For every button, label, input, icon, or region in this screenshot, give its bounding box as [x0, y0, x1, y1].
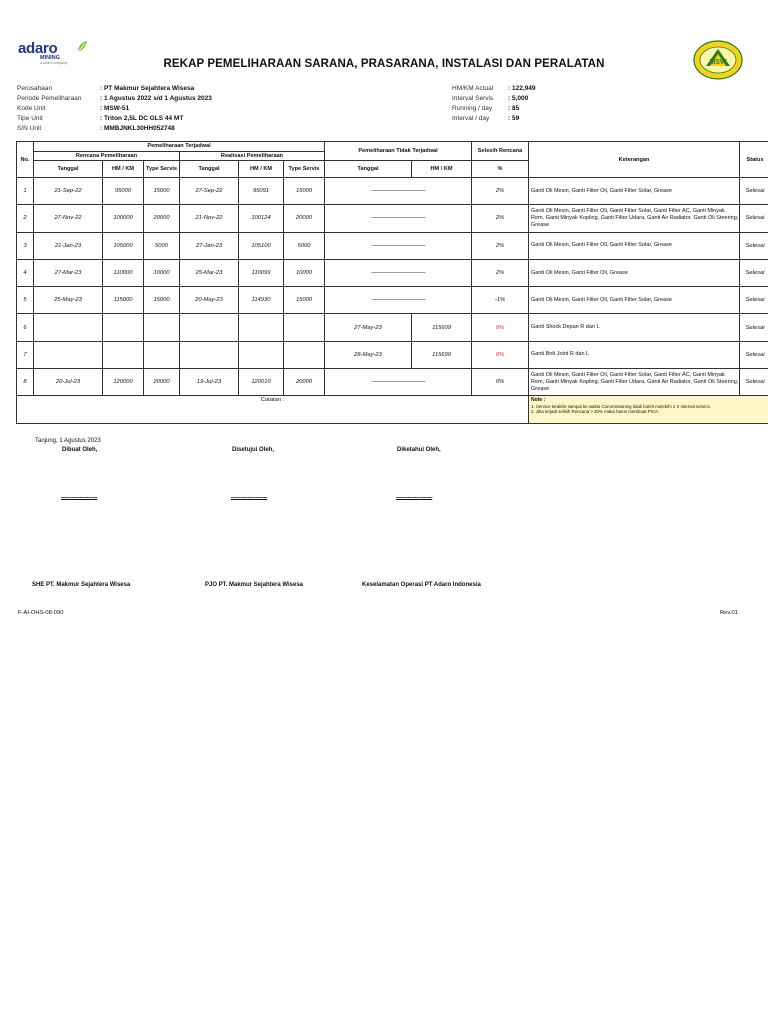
status-text: Selesai [740, 232, 768, 259]
unscheduled-hm: 115609 [412, 314, 472, 341]
row-no: 5 [17, 287, 34, 314]
info-label: HM/KM Actual [452, 85, 494, 92]
actual-type: 20000 [284, 369, 325, 396]
actual-date: 27-Jan-23 [180, 232, 239, 259]
header-selisih: Selesih Rencana [472, 142, 529, 161]
header-tanggal: Tanggal [325, 161, 412, 178]
status-text: Selesai [740, 259, 768, 286]
catatan-row [17, 396, 768, 423]
info-value: : 85 [508, 105, 520, 112]
form-code: F-AI-OHS-08-090 [18, 610, 64, 616]
table-row [17, 369, 768, 396]
info-label: S/N Unit [17, 125, 42, 132]
unit-info-right [452, 84, 535, 124]
info-label: Kode Unit [17, 105, 46, 112]
actual-hm: 105100 [239, 232, 284, 259]
planned-type [144, 314, 180, 341]
status-text: Selesai [740, 341, 768, 368]
planned-hm: 110000 [103, 259, 144, 286]
planned-date [34, 314, 103, 341]
header-hmkm: HM / KM [103, 161, 144, 178]
header-hmkm: HM / KM [412, 161, 472, 178]
status-text: Selesai [740, 369, 768, 396]
table-row [17, 205, 768, 232]
planned-type: 5000 [144, 232, 180, 259]
note-line-2: 2. Jika terjadi selisih Rencana > 20% maka harus membuat PICA. [531, 408, 660, 414]
header-tanggal: Tanggal [34, 161, 103, 178]
made-by-label: Dibuat Oleh, [62, 447, 98, 453]
selisih-value: 2% [472, 205, 529, 232]
planned-date: 25-May-23 [34, 287, 103, 314]
note-title: Note : [531, 397, 546, 404]
info-value: : PT Makmur Sejahtera Wisesa [100, 85, 195, 92]
actual-date: 21-Nov-22 [180, 205, 239, 232]
planned-hm: 100000 [103, 205, 144, 232]
actual-date [180, 314, 239, 341]
actual-date: 20-May-23 [180, 287, 239, 314]
info-value: : MMBJNKL30HH052748 [100, 125, 175, 132]
actual-hm: 114930 [239, 287, 284, 314]
selisih-value: 0% [472, 369, 529, 396]
actual-hm: 95091 [239, 178, 284, 205]
info-label: Periode Pemeliharaan [17, 95, 82, 102]
row-no: 2 [17, 205, 34, 232]
planned-hm: 105000 [103, 232, 144, 259]
keterangan-text: Ganti Bolt Joint R dan L [529, 341, 740, 368]
brand-subtitle: MINING [40, 55, 60, 61]
keterangan-text: Ganti Shock Depan R dan L [529, 314, 740, 341]
actual-type: 15000 [284, 178, 325, 205]
planned-type: 15000 [144, 287, 180, 314]
actual-date [180, 341, 239, 368]
selisih-value: 0% [472, 314, 529, 341]
planned-date: 21-Sep-22 [34, 178, 103, 205]
info-value: : 5,000 [508, 95, 529, 102]
status-text: Selesai [740, 205, 768, 232]
seal-text: MSW [709, 59, 727, 66]
actual-type: 15000 [284, 287, 325, 314]
header-unscheduled: Pemeliharaan Tidak Terjadwal [325, 142, 472, 161]
planned-type: 15000 [144, 178, 180, 205]
header-planned: Rencana Pemeliharaan [34, 151, 180, 161]
unscheduled-dash: --------------------------------------------- [325, 205, 472, 232]
planned-date: 27-Mar-23 [34, 259, 103, 286]
header-no: No. [17, 142, 34, 178]
unscheduled-date: 28-May-23 [325, 341, 412, 368]
unscheduled-dash: --------------------------------------------- [325, 232, 472, 259]
brand-name: adaro [18, 40, 58, 57]
header-status: Status [740, 142, 768, 178]
note-line-1: 1. Service terakhir sampai ke waktu Commissioning tidak boleh melebihi 1 X interval service. [531, 403, 712, 409]
unscheduled-date: 27-May-23 [325, 314, 412, 341]
unscheduled-hm: 115690 [412, 341, 472, 368]
table-row [17, 259, 768, 286]
keterangan-text: Ganti Oli Mesin, Ganti Filter Oli, Ganti Filter Solar, Ganti Filter AC, Ganti Minyak Rem, Ganti Minyak Kopling, Ganti Filter Udara, Ganti Air Radiator, Ganti Oli Steering, Grease [529, 205, 740, 232]
unscheduled-dash: --------------------------------------------- [325, 178, 472, 205]
keterangan-text: Ganti Oli Mesin, Ganti Filter Oli, Ganti Filter Solar, Grease [529, 287, 740, 314]
planned-date: 21-Jan-23 [34, 232, 103, 259]
actual-hm [239, 341, 284, 368]
planned-date: 20-Jul-23 [34, 369, 103, 396]
planned-hm [103, 314, 144, 341]
actual-date: 27-Sep-22 [180, 178, 239, 205]
row-no: 6 [17, 314, 34, 341]
actual-type: 20000 [284, 205, 325, 232]
header-keterangan: Keterangan [529, 142, 740, 178]
actual-type [284, 314, 325, 341]
unit-info-left [17, 84, 212, 134]
keterangan-text: Ganti Oli Mesin, Ganti Filter Oli, Ganti Filter Solar, Grease [529, 178, 740, 205]
brand-tagline: A Adaro company [40, 61, 68, 65]
planned-hm: 120000 [103, 369, 144, 396]
header-type-servis: Type Servis [144, 161, 180, 178]
actual-hm: 100124 [239, 205, 284, 232]
actual-hm: 110099 [239, 259, 284, 286]
planned-date [34, 341, 103, 368]
selisih-value: 2% [472, 232, 529, 259]
planned-hm: 115000 [103, 287, 144, 314]
signer-org-1: SHE PT. Makmur Sejahtera Wisesa [32, 582, 131, 588]
signer-org-3: Keselamatan Operasi PT Adaro Indonesia [362, 582, 481, 588]
keterangan-text: Ganti Oli Mesin, Ganti Filter Oli, Ganti Filter Solar, Grease [529, 232, 740, 259]
unscheduled-dash: --------------------------------------------- [325, 369, 472, 396]
info-value: : Triton 2,5L DC GLS 44 MT [100, 115, 184, 122]
header-percent: % [472, 161, 529, 178]
revision: Rev.01 [720, 610, 738, 616]
selisih-value: -1% [472, 287, 529, 314]
table-row [17, 232, 768, 259]
info-value: : 59 [508, 115, 520, 122]
table-row [17, 314, 768, 341]
actual-type: 5000 [284, 232, 325, 259]
info-value: : MSW-51 [100, 105, 130, 112]
header-scheduled: Pemeliharaan Terjadwal [34, 142, 325, 152]
info-label: Perusahaan [17, 85, 53, 92]
actual-type [284, 341, 325, 368]
info-value: : 122,949 [508, 85, 536, 92]
planned-date: 27-Nov-22 [34, 205, 103, 232]
unscheduled-dash: --------------------------------------------- [325, 287, 472, 314]
place-date: Tanjung, 1 Agustus 2023 [35, 438, 101, 444]
msw-seal-icon [693, 40, 743, 80]
unscheduled-dash: --------------------------------------------- [325, 259, 472, 286]
adaro-leaf-icon [76, 40, 88, 54]
info-label: Tipe Unit [17, 115, 43, 122]
selisih-value: 2% [472, 259, 529, 286]
acknowledged-by-label: Diketahui Oleh, [397, 447, 441, 453]
status-text: Selesai [740, 178, 768, 205]
table-row [17, 341, 768, 368]
keterangan-text: Ganti Oli Mesin, Ganti Filter Oli, Grease [529, 259, 740, 286]
header-tanggal: Tanggal [180, 161, 239, 178]
header-type-servis: Type Servis [284, 161, 325, 178]
planned-type [144, 341, 180, 368]
info-label: Interval Servis [452, 95, 494, 102]
note-box [529, 396, 768, 423]
row-no: 3 [17, 232, 34, 259]
info-label: Interval / day [452, 115, 490, 122]
planned-type: 20000 [144, 205, 180, 232]
row-no: 7 [17, 341, 34, 368]
actual-date: 19-Jul-23 [180, 369, 239, 396]
table-row [17, 178, 768, 205]
planned-type: 20000 [144, 369, 180, 396]
actual-hm: 120010 [239, 369, 284, 396]
selisih-value: 0% [472, 341, 529, 368]
header-realized: Realisasi Pemeliharaan [180, 151, 325, 161]
status-text: Selesai [740, 287, 768, 314]
actual-hm [239, 314, 284, 341]
approved-by-label: Disetujui Oleh, [232, 447, 275, 453]
row-no: 8 [17, 369, 34, 396]
signer-org-2: PJO PT. Makmur Sejahtera Wisesa [205, 582, 303, 588]
info-label: Running / day [452, 105, 493, 112]
actual-date: 25-Mar-23 [180, 259, 239, 286]
planned-hm [103, 341, 144, 368]
page-title: REKAP PEMELIHARAAN SARANA, PRASARANA, INSTALASI DAN PERALATAN [163, 58, 605, 70]
keterangan-text: Ganti Oli Mesin, Ganti Filter Oli, Ganti Filter Solar, Ganti Filter AC, Ganti Minyak Rem, Ganti Minyak Kopling, Ganti Filter Udara, Ganti Air Radiator, Ganti Oli Steering, Grease [529, 369, 740, 396]
status-text: Selesai [740, 314, 768, 341]
catatan-label: Catatan : [17, 396, 529, 423]
signature-line-3: ............................... [396, 494, 433, 500]
header-hmkm: HM / KM [239, 161, 284, 178]
maintenance-table [16, 141, 768, 424]
selisih-value: 2% [472, 178, 529, 205]
table-row [17, 287, 768, 314]
row-no: 1 [17, 178, 34, 205]
info-value: : 1 Agustus 2022 s/d 1 Agustus 2023 [100, 95, 212, 102]
actual-type: 10000 [284, 259, 325, 286]
planned-type: 10000 [144, 259, 180, 286]
signature-line-1: ............................... [61, 494, 98, 500]
signature-line-2: ............................... [231, 494, 268, 500]
row-no: 4 [17, 259, 34, 286]
planned-hm: 95000 [103, 178, 144, 205]
